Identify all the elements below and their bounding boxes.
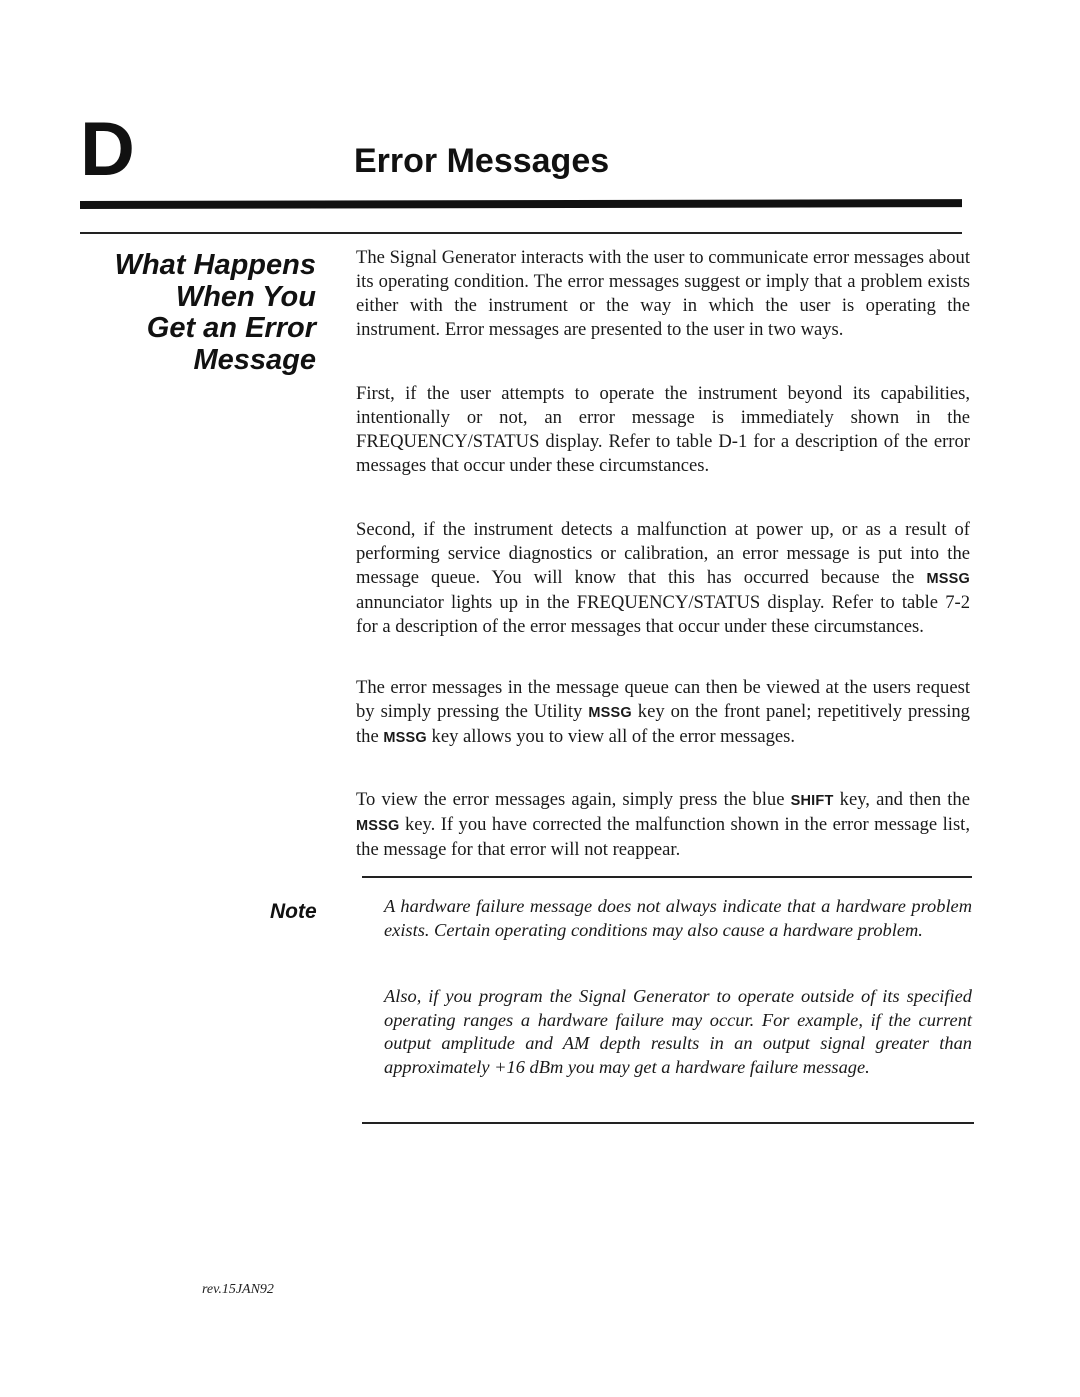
paragraph-text: First, if the user attempts to operate the instrument beyond its capabilities, intentionally or not, an error message is immediately shown in the FREQUENCY/STATUS display. Refer to table D-1 for a description of the error messages that occur under these circumstances.	[356, 383, 970, 476]
text-run: key on the front panel; repetitively pressing the	[356, 701, 970, 747]
note-paragraph-1	[384, 895, 972, 942]
mssg-key-label: MSSG	[588, 705, 632, 721]
text-run: annunciator lights up in the FREQUENCY/STATUS display. Refer to table 7-2 for a description of the error messages that occur under these circumstances.	[356, 592, 970, 637]
paragraph-text	[356, 676, 970, 750]
note-text: Also, if you program the Signal Generator to operate outside of its specified operating ranges a hardware failure may occur. For example, if the current output amplitude and AM depth results in an output signal greater than approximately +16 dBm you may get a hardware failure message.	[384, 986, 972, 1077]
header-rule-thick	[80, 199, 962, 209]
paragraph-view-queue	[356, 676, 970, 750]
paragraph-intro	[356, 246, 970, 342]
text-run: key allows you to view all of the error messages.	[426, 726, 796, 747]
paragraph-view-again	[356, 788, 970, 862]
note-label: Note	[270, 900, 317, 923]
mssg-key-label: MSSG	[926, 571, 970, 587]
paragraph-text	[356, 788, 970, 862]
chapter-title: Error Messages	[354, 142, 610, 180]
section-heading-line: What Happens	[114, 249, 316, 281]
section-heading-line: When You	[175, 280, 316, 313]
revision-footer: rev.15JAN92	[202, 1282, 274, 1297]
text-run: The error messages in the message queue can then be viewed at the users request by simply pressing the Utility	[356, 677, 970, 722]
shift-key-label: SHIFT	[790, 793, 834, 809]
note-rule-bottom	[362, 1122, 974, 1124]
mssg-key-label: MSSG	[383, 730, 427, 746]
chapter-letter: D	[80, 107, 135, 192]
mssg-key-label: MSSG	[356, 818, 400, 834]
section-heading-line: Message	[193, 343, 316, 376]
paragraph-first-way	[356, 382, 970, 478]
note-rule-top	[362, 876, 972, 878]
section-rule	[80, 232, 962, 234]
text-run: Second, if the instrument detects a malfunction at power up, or as a result of performing service diagnostics or calibration, an error message is put into the message queue. You will know that this has occurred because the	[356, 519, 970, 588]
note-paragraph-2	[384, 985, 972, 1079]
section-heading	[96, 250, 316, 376]
paragraph-text: The Signal Generator interacts with the user to communicate error messages about its operating condition. The error messages suggest or imply that a problem exists either with the instrument or the way in which the user is operating the instrument. Error messages are presented to the user in two ways.	[356, 247, 970, 340]
text-run: key, and then the	[833, 789, 970, 810]
text-run: To view the error messages again, simply press the blue	[356, 789, 791, 810]
text-run: key. If you have corrected the malfunction shown in the error message list, the message for that error will not reappear.	[356, 814, 970, 860]
paragraph-text	[356, 518, 970, 639]
note-text: A hardware failure message does not always indicate that a hardware problem exists. Certain operating conditions may also cause a hardware problem.	[384, 896, 972, 940]
section-heading-line: Get an Error	[146, 312, 316, 344]
paragraph-second-way	[356, 518, 970, 639]
